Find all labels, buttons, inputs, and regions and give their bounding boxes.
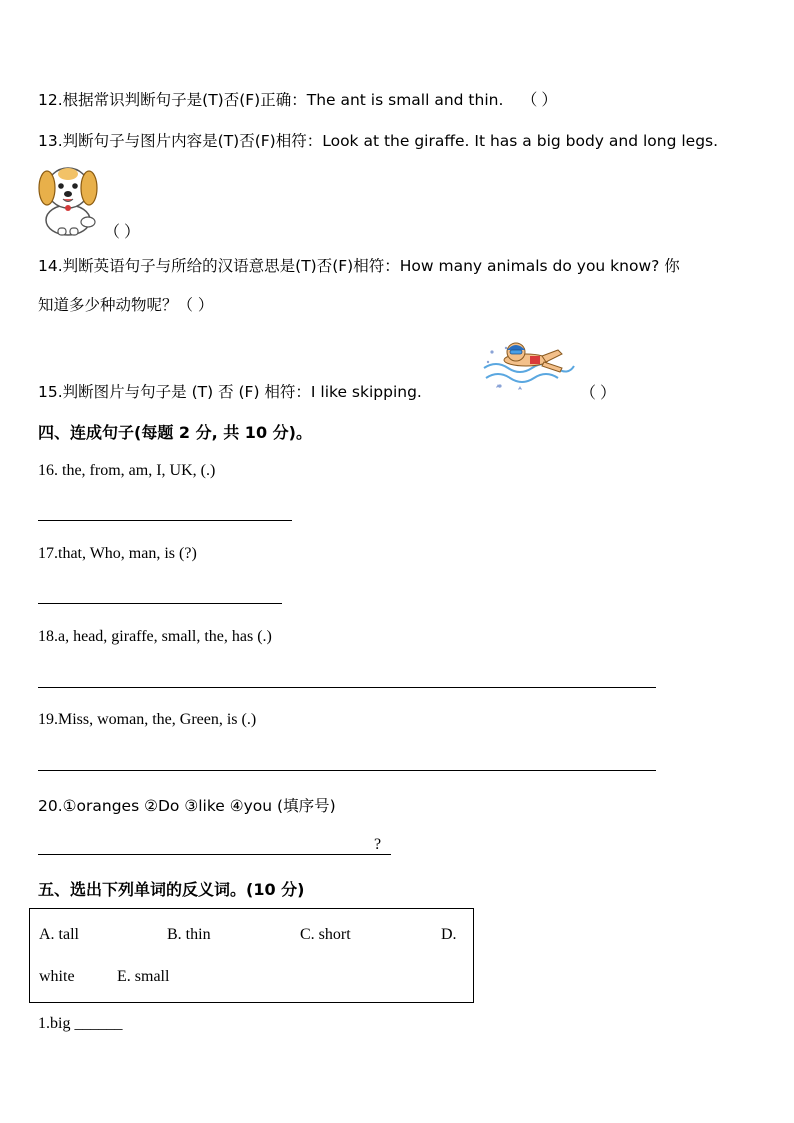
question-14-line-1 bbox=[38, 254, 680, 276]
question-15-text: 15.判断图片与句子是 (T) 否 (F) 相符：I like skipping. bbox=[38, 383, 422, 401]
question-20-end-mark: ? bbox=[374, 836, 382, 853]
question-20 bbox=[38, 794, 336, 816]
section-5-title: 五、选出下列单词的反义词。(10 分) bbox=[38, 880, 305, 899]
question-15 bbox=[38, 380, 422, 402]
question-12-text: 12.根据常识判断句子是(T)否(F)正确：The ant is small and thin. bbox=[38, 91, 504, 109]
question-14-line-2 bbox=[38, 293, 213, 315]
option-e: E. small bbox=[117, 968, 170, 985]
question-12 bbox=[38, 87, 557, 110]
answer-line-17[interactable] bbox=[38, 603, 282, 604]
question-13-answer-blank-row bbox=[104, 219, 140, 242]
question-14-text-continued[interactable]: 知道多少种动物呢？（ ） bbox=[38, 296, 214, 314]
puppy-icon bbox=[36, 158, 100, 236]
answer-line-20[interactable] bbox=[38, 854, 391, 855]
question-17: 17.that, Who, man, is (?) bbox=[38, 545, 197, 562]
question-20-text: 20.①oranges ②Do ③like ④you (填序号) bbox=[38, 797, 336, 815]
question-13-answer-blank[interactable]: （ ） bbox=[104, 224, 141, 241]
swimmer-icon bbox=[482, 338, 576, 394]
question-19: 19.Miss, woman, the, Green, is (.) bbox=[38, 711, 257, 728]
answer-line-16[interactable] bbox=[38, 520, 292, 521]
option-a: A. tall bbox=[39, 926, 79, 943]
answer-line-19[interactable] bbox=[38, 770, 656, 771]
question-15-answer-blank-row bbox=[580, 380, 616, 403]
answer-line-18[interactable] bbox=[38, 687, 656, 688]
question-14-text: 14.判断英语句子与所给的汉语意思是(T)否(F)相符：How many animals do you know? 你 bbox=[38, 257, 680, 275]
option-b: B. thin bbox=[167, 926, 211, 943]
question-13-text: 13.判断句子与图片内容是(T)否(F)相符：Look at the giraffe. It has a big body and long legs. bbox=[38, 132, 719, 150]
word-options-box bbox=[29, 908, 474, 1003]
question-13 bbox=[38, 129, 718, 151]
section-5-question-1[interactable]: 1.big ______ bbox=[38, 1015, 123, 1032]
question-18: 18.a, head, giraffe, small, the, has (.) bbox=[38, 628, 272, 645]
question-15-answer-blank[interactable]: （ ） bbox=[580, 385, 617, 402]
question-16: 16. the, from, am, I, UK, (.) bbox=[38, 462, 216, 479]
option-d-word: white bbox=[39, 968, 75, 985]
option-c: C. short bbox=[300, 926, 351, 943]
option-d: D. bbox=[441, 926, 457, 943]
question-12-answer-blank[interactable]: （ ） bbox=[521, 92, 558, 109]
section-4-title: 四、连成句子(每题 2 分, 共 10 分)。 bbox=[38, 423, 312, 442]
